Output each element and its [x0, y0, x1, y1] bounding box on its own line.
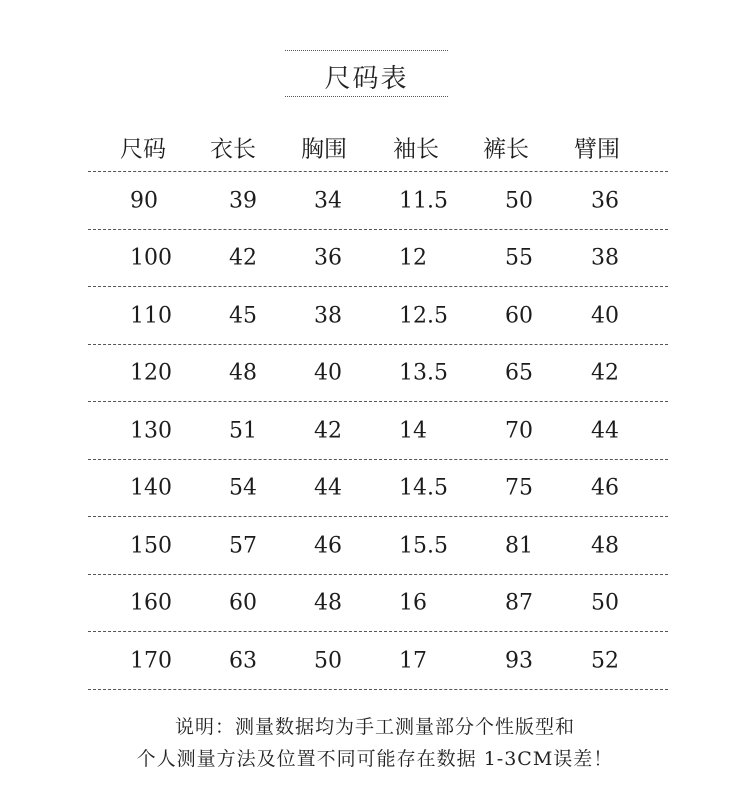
table-cell: 140 — [130, 475, 172, 501]
title-top-divider — [285, 50, 448, 51]
table-cell: 15.5 — [399, 533, 448, 559]
table-cell: 39 — [229, 188, 257, 214]
table-cell: 57 — [229, 533, 257, 559]
table-cell: 13.5 — [399, 360, 448, 386]
note-line-1: 说明：测量数据均为手工测量部分个性版型和 — [174, 716, 575, 738]
table-cell: 17 — [399, 648, 427, 674]
column-header-arm-circumference: 臂围 — [574, 136, 620, 163]
table-cell: 51 — [229, 418, 257, 444]
table-row — [88, 287, 668, 345]
table-cell: 60 — [505, 303, 533, 329]
table-cell: 42 — [229, 245, 257, 271]
table-cell: 48 — [314, 590, 342, 616]
table-cell: 14 — [399, 418, 427, 444]
table-cell: 170 — [130, 648, 172, 674]
table-cell: 16 — [399, 590, 427, 616]
table-row — [88, 402, 668, 460]
table-cell: 100 — [130, 245, 172, 271]
table-cell: 14.5 — [399, 475, 448, 501]
table-cell: 60 — [229, 590, 257, 616]
note-line-2: 个人测量方法及位置不同可能存在数据 1-3CM误差！ — [136, 748, 614, 770]
table-cell: 12.5 — [399, 303, 448, 329]
table-cell: 42 — [314, 418, 342, 444]
row-divider — [88, 689, 668, 690]
table-cell: 65 — [505, 360, 533, 386]
table-cell: 48 — [229, 360, 257, 386]
table-row — [88, 517, 668, 575]
table-cell: 63 — [229, 648, 257, 674]
table-cell: 87 — [505, 590, 533, 616]
table-cell: 44 — [314, 475, 342, 501]
table-cell: 50 — [505, 188, 533, 214]
size-chart-title-block — [285, 50, 448, 98]
table-cell: 160 — [130, 590, 172, 616]
table-cell: 48 — [591, 533, 619, 559]
table-cell: 81 — [505, 533, 533, 559]
table-cell: 150 — [130, 533, 172, 559]
table-cell: 12 — [399, 245, 427, 271]
table-row — [88, 172, 668, 230]
column-header-garment-length: 衣长 — [210, 136, 256, 163]
table-cell: 34 — [314, 188, 342, 214]
table-row — [88, 575, 668, 633]
table-cell: 38 — [314, 303, 342, 329]
table-cell: 54 — [229, 475, 257, 501]
table-cell: 40 — [314, 360, 342, 386]
table-cell: 11.5 — [399, 188, 448, 214]
table-cell: 110 — [130, 303, 172, 329]
table-cell: 50 — [591, 590, 619, 616]
table-row — [88, 345, 668, 403]
table-cell: 36 — [314, 245, 342, 271]
table-cell: 75 — [505, 475, 533, 501]
table-cell: 55 — [505, 245, 533, 271]
table-cell: 46 — [314, 533, 342, 559]
size-table — [88, 125, 668, 690]
table-cell: 50 — [314, 648, 342, 674]
table-cell: 45 — [229, 303, 257, 329]
column-header-size: 尺码 — [120, 136, 166, 163]
table-cell: 40 — [591, 303, 619, 329]
table-cell: 52 — [591, 648, 619, 674]
table-body — [88, 172, 668, 690]
table-cell: 42 — [591, 360, 619, 386]
table-cell: 36 — [591, 188, 619, 214]
column-header-chest: 胸围 — [301, 136, 347, 163]
table-row — [88, 230, 668, 288]
title-bottom-divider — [285, 96, 448, 97]
table-cell: 38 — [591, 245, 619, 271]
table-row — [88, 632, 668, 690]
table-cell: 130 — [130, 418, 172, 444]
table-cell: 93 — [505, 648, 533, 674]
column-header-pants-length: 裤长 — [483, 136, 529, 163]
table-cell: 90 — [130, 188, 158, 214]
table-cell: 120 — [130, 360, 172, 386]
table-cell: 46 — [591, 475, 619, 501]
table-header-row — [88, 125, 668, 172]
column-header-sleeve-length: 袖长 — [393, 136, 439, 163]
size-chart-title: 尺码表 — [324, 64, 409, 94]
table-cell: 44 — [591, 418, 619, 444]
table-row — [88, 460, 668, 518]
table-cell: 70 — [505, 418, 533, 444]
